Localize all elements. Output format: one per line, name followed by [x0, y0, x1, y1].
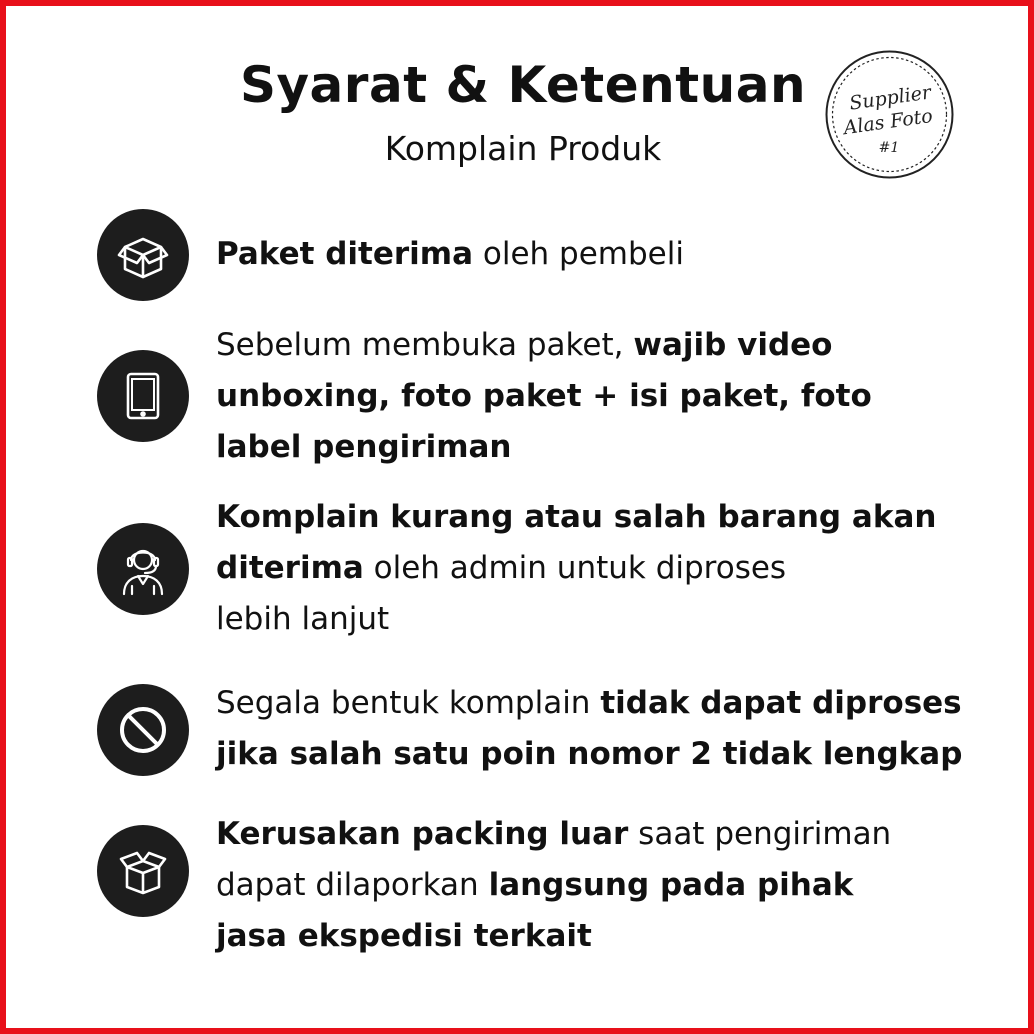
open-box-icon: [97, 825, 189, 917]
svg-text:Alas Foto: Alas Foto: [842, 104, 935, 140]
tablet-icon: [97, 350, 189, 442]
svg-text:#1: #1: [878, 140, 900, 156]
item-text-3: [216, 492, 1026, 645]
text-bold: label pengiriman: [216, 429, 512, 465]
text-bold: langsung pada pihak: [488, 867, 854, 903]
box-icon: [97, 209, 189, 301]
text-regular: saat pengiriman: [628, 816, 892, 852]
text-bold: jasa ekspedisi terkait: [216, 918, 592, 954]
text-regular: oleh pembeli: [473, 236, 684, 272]
item-text-4: [216, 678, 1026, 780]
item-line: [216, 911, 1026, 962]
text-bold: tidak dapat diproses: [600, 685, 962, 721]
text-bold: wajib video: [633, 327, 833, 363]
item-line: [216, 729, 1026, 780]
item-line: [216, 809, 1026, 860]
item-line: [216, 678, 1026, 729]
text-bold: diterima: [216, 550, 364, 586]
text-regular: oleh admin untuk diproses: [363, 550, 787, 586]
item-line: [216, 594, 1026, 645]
item-text-1: [216, 229, 1026, 280]
item-text-5: [216, 809, 1026, 962]
text-regular: lebih lanjut: [216, 601, 390, 637]
text-bold: unboxing, foto paket + isi paket, foto: [216, 378, 872, 414]
customer-service-icon: [97, 523, 189, 615]
page-subtitle: Komplain Produk: [384, 129, 662, 168]
item-line: [216, 492, 1026, 543]
page-title: Syarat & Ketentuan: [239, 56, 807, 114]
item-line: [216, 543, 1026, 594]
text-bold: Komplain kurang atau salah barang akan: [216, 499, 937, 535]
text-bold: Kerusakan packing luar: [216, 816, 629, 852]
item-line: [216, 422, 1026, 473]
item-line: [216, 229, 1026, 280]
svg-text:Supplier: Supplier: [848, 81, 933, 115]
text-regular: dapat dilaporkan: [216, 867, 489, 903]
supplier-stamp-logo: [823, 48, 956, 181]
item-line: [216, 320, 1026, 371]
text-bold: jika salah satu poin nomor 2 tidak lengkap: [216, 736, 963, 772]
text-regular: Segala bentuk komplain: [216, 685, 601, 721]
item-line: [216, 860, 1026, 911]
text-bold: Paket diterima: [216, 236, 474, 272]
prohibited-icon: [97, 684, 189, 776]
item-text-2: [216, 320, 1026, 473]
item-line: [216, 371, 1026, 422]
text-regular: Sebelum membuka paket,: [216, 327, 634, 363]
